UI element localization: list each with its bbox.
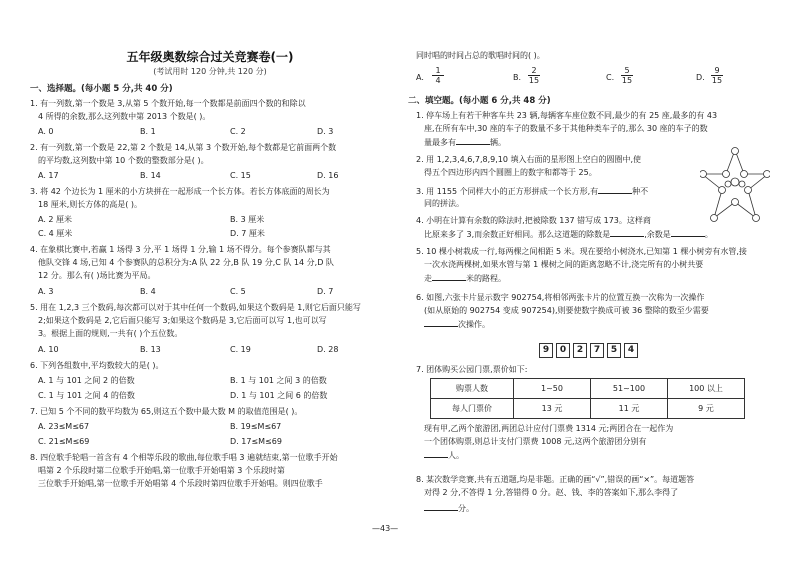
table-header-cell: 100 以上 xyxy=(668,379,745,399)
f6-line3 xyxy=(424,318,490,330)
table-row xyxy=(431,399,745,419)
ticket-price-table xyxy=(430,378,745,419)
frac-den: 15 xyxy=(621,76,633,85)
q6-option-a[interactable]: A. 1 与 101 之间 2 的倍数 xyxy=(38,376,135,385)
f1-line3 xyxy=(424,136,506,148)
answer-blank[interactable] xyxy=(671,228,705,237)
q6-option-c[interactable]: C. 1 与 101 之间 4 的倍数 xyxy=(38,391,135,400)
q2-option-d[interactable]: D. 16 xyxy=(317,171,339,180)
q4-option-a[interactable]: A. 3 xyxy=(38,287,54,296)
q5-line3: 3。根据上面的规则,一共有( )个五位数。 xyxy=(38,329,183,338)
f1-line1: 1. 停车场上有若干种客车共 23 辆,每辆客车座位数不同,最少的有 25 座,最多的有 43 xyxy=(416,111,718,120)
frac-num: 9 xyxy=(714,66,720,75)
q3-line1: 3. 将 42 个边长为 1 厘米的小方块拼在一起形成一个长方体。若长方体底面的周长为 xyxy=(30,187,330,196)
q8-option-d-fraction xyxy=(711,66,723,85)
digit-card[interactable]: 4 xyxy=(624,343,638,358)
q8-line2: 唱第 2 个乐段时第二位歌手开始唱,第一位歌手开始唱第 3 个乐段时第 xyxy=(38,466,285,475)
digit-cards xyxy=(539,343,638,358)
star-diagram xyxy=(700,146,770,224)
f2-line2: 得五个四边形内四个圆圈上的数字和都等于 25。 xyxy=(424,168,597,177)
answer-blank[interactable] xyxy=(424,318,458,327)
q2-line1: 2. 有一列数,第一个数是 22,第 2 个数是 14,从第 3 个数开始,每个数都是它前面两个数 xyxy=(30,143,337,152)
q2-option-b[interactable]: B. 14 xyxy=(140,171,161,180)
q5-option-b[interactable]: B. 13 xyxy=(140,345,161,354)
f7-text-b: 人。 xyxy=(448,451,464,460)
f4-line2 xyxy=(424,228,713,240)
q6-option-d[interactable]: D. 1 与 101 之间 6 的倍数 xyxy=(230,391,328,400)
f7-line1: 7. 团体购买公园门票,票价如下: xyxy=(416,365,528,374)
frac-num: 2 xyxy=(531,66,537,75)
f5-text-a: 走 xyxy=(424,274,432,283)
f8-line3 xyxy=(424,502,474,514)
q7-line1: 7. 已知 5 个不同的数平均数为 65,则这五个数中最大数 M 的取值范围是( )。 xyxy=(30,407,303,416)
q1-line1: 1. 有一列数,第一个数是 3,从第 5 个数开始,每一个数都是前面四个数的和除以 xyxy=(30,99,306,108)
page-number: —43— xyxy=(372,524,399,533)
q5-option-c[interactable]: C. 19 xyxy=(230,345,251,354)
q8-line1: 8. 四位歌手轮唱一首含有 4 个相等乐段的歌曲,每位歌手唱 3 遍就结束,第一位歌手开始 xyxy=(30,453,338,462)
q5-line2: 2;如果这个数码是 2,它后面只能写 3;如果这个数码是 3,它后面可以写 1,也可以写 xyxy=(38,316,327,325)
table-header-cell: 购票人数 xyxy=(431,379,514,399)
q6-option-b[interactable]: B. 1 与 101 之间 3 的倍数 xyxy=(230,376,327,385)
q3-option-a[interactable]: A. 2 厘米 xyxy=(38,215,73,224)
f4-line1: 4. 小明在计算有余数的除法时,把被除数 137 错写成 173。这样商 xyxy=(416,216,651,225)
q1-option-b[interactable]: B. 1 xyxy=(140,127,156,136)
f2-line1: 2. 用 1,2,3,4,6,7,8,9,10 填入右面的星形图上空白的圆圈中,使 xyxy=(416,155,642,164)
answer-blank[interactable] xyxy=(610,228,644,237)
q5-line1: 5. 用在 1,2,3 三个数码,每次都可以对于其中任何一个数码,如果这个数码是 1,则它后面只能写 xyxy=(30,303,361,312)
q4-line3: 12 分。那么有( )场比赛为平局。 xyxy=(38,271,156,280)
q4-option-c[interactable]: C. 5 xyxy=(230,287,246,296)
digit-card[interactable]: 9 xyxy=(539,343,553,358)
q7-option-b[interactable]: B. 19≤M≤67 xyxy=(230,422,282,431)
digit-card[interactable]: 0 xyxy=(556,343,570,358)
f8-text-end: 分。 xyxy=(458,504,474,513)
frac-num: 1 xyxy=(435,66,441,75)
answer-blank[interactable] xyxy=(424,449,448,458)
q1-line2: 4 所得的余数,那么这列数中第 2013 个数是( )。 xyxy=(38,112,211,121)
table-cell: 9 元 xyxy=(668,399,745,419)
q1-option-d[interactable]: D. 3 xyxy=(317,127,334,136)
q8-option-d-label[interactable]: D. xyxy=(696,73,705,82)
digit-card[interactable]: 7 xyxy=(590,343,604,358)
f8-line2: 对得 2 分,不答得 1 分,答错得 0 分。赵、钱、李的答案如下,那么李得了 xyxy=(424,488,679,497)
q4-option-b[interactable]: B. 4 xyxy=(140,287,156,296)
answer-blank[interactable] xyxy=(598,185,632,194)
f7-line4 xyxy=(424,449,464,461)
f6-text-b: 次操作。 xyxy=(458,320,490,329)
frac-num: 5 xyxy=(624,66,630,75)
f4-text-c: 。 xyxy=(704,230,713,239)
digit-card[interactable]: 2 xyxy=(573,343,587,358)
f3-line1 xyxy=(416,185,648,197)
table-row xyxy=(431,379,745,399)
q1-option-c[interactable]: C. 2 xyxy=(230,127,246,136)
q1-option-a[interactable]: A. 0 xyxy=(38,127,54,136)
q8-option-c-fraction xyxy=(621,66,633,85)
section2-heading: 二、填空题。(每小题 6 分,共 48 分) xyxy=(408,96,551,106)
f6-line1: 6. 如图,六张卡片显示数字 902754,将相邻两张卡片的位置互换一次称为一次操作 xyxy=(416,293,705,302)
q7-option-a[interactable]: A. 23≤M≤67 xyxy=(38,422,90,431)
q2-line2: 的平均数,这列数中第 10 个数的整数部分是( )。 xyxy=(38,156,209,165)
q8-option-a-label[interactable]: A. xyxy=(416,73,424,82)
q3-line2: 18 厘米,则长方体的高是( )。 xyxy=(38,200,143,209)
f3-line2: 同的拼法。 xyxy=(424,199,464,208)
table-cell: 11 元 xyxy=(591,399,668,419)
f1-text-b: 辆。 xyxy=(490,138,506,147)
page-title: 五年级奥数综合过关竞赛卷(一) xyxy=(126,50,294,64)
frac-den: 4 xyxy=(435,76,441,85)
section1-heading: 一、选择题。(每小题 5 分,共 40 分) xyxy=(30,84,173,94)
f1-text-a: 量最多有 xyxy=(424,138,456,147)
table-header-cell: 1~50 xyxy=(514,379,591,399)
q8-option-b-fraction xyxy=(528,66,540,85)
q3-option-b[interactable]: B. 3 厘米 xyxy=(230,215,265,224)
f5-line1: 5. 10 棵小树栽成一行,每两棵之间相距 5 米。现在要给小树浇水,已知第 1 棵小树旁有水管,接 xyxy=(416,247,747,256)
answer-blank[interactable] xyxy=(424,502,458,511)
q3-option-d[interactable]: D. 7 厘米 xyxy=(230,229,265,238)
q5-option-d[interactable]: D. 28 xyxy=(317,345,339,354)
table-header-cell: 51~100 xyxy=(591,379,668,399)
q8-option-b-label[interactable]: B. xyxy=(513,73,522,82)
table-cell: 13 元 xyxy=(514,399,591,419)
q6-line1: 6. 下列各组数中,平均数较大的是( )。 xyxy=(30,361,164,370)
answer-blank[interactable] xyxy=(456,136,490,145)
f7-line3: 一个团体购票,则总计支付门票费 1008 元,这两个旅游团分别有 xyxy=(424,437,647,446)
q4-line2: 他队交锋 4 场,已知 4 个参赛队的总积分为:A 队 22 分,B 队 19 分,C 队 14 分,D 队 xyxy=(38,258,334,267)
f3-text-a: 3. 用 1155 个同样大小的正方形拼成一个长方形,有 xyxy=(416,187,599,196)
q5-option-a[interactable]: A. 10 xyxy=(38,345,59,354)
q4-line1: 4. 在象棋比赛中,若赢 1 场得 3 分,平 1 场得 1 分,输 1 场不得分。每个参赛队都与其 xyxy=(30,245,331,254)
q7-option-c[interactable]: C. 21≤M≤69 xyxy=(38,437,90,446)
q8-option-c-label[interactable]: C. xyxy=(606,73,615,82)
table-cell: 每人门票价 xyxy=(431,399,514,419)
q7-option-d[interactable]: D. 17≤M≤69 xyxy=(230,437,282,446)
f4-text-a: 比原来多了 3,而余数正好相同。那么这道题的除数是 xyxy=(424,230,611,239)
f5-line3 xyxy=(424,272,506,284)
f4-text-b: ,余数是 xyxy=(644,230,671,239)
f5-line2: 一次水浇两棵树,如果水管与第 1 棵树之间的距离忽略不计,浇完所有的小树共要 xyxy=(424,260,704,269)
q3-option-c[interactable]: C. 4 厘米 xyxy=(38,229,73,238)
frac-den: 15 xyxy=(528,76,540,85)
frac-den: 15 xyxy=(711,76,723,85)
f7-line2: 现有甲,乙两个旅游团,两团总计应付门票费 1314 元;两团合在一起作为 xyxy=(424,424,674,433)
f5-text-b: 米的路程。 xyxy=(466,274,506,283)
q8-option-a-fraction xyxy=(432,66,444,85)
f6-line2: (如从原始的 902754 变成 907254),则要使数字换成可被 36 整除的数至少需要 xyxy=(424,306,709,315)
digit-card[interactable]: 5 xyxy=(607,343,621,358)
q4-option-d[interactable]: D. 7 xyxy=(317,287,334,296)
f3-text-b: 种不 xyxy=(632,187,649,196)
answer-blank[interactable] xyxy=(432,272,466,281)
page-subtitle: (考试用时 120 分钟,共 120 分) xyxy=(153,67,267,76)
f8-line1: 8. 某次数学竞赛,共有五道题,均是非题。正确的画“√”,错误的画“×”。每道题答 xyxy=(416,475,695,484)
q2-option-c[interactable]: C. 15 xyxy=(230,171,251,180)
q8-continued-line: 同时唱的时间占总的歌唱时间的( )。 xyxy=(416,51,545,60)
q8-line3: 三位歌手开始唱,第一位歌手开始唱第 4 个乐段时第四位歌手开始唱。则四位歌手 xyxy=(38,479,323,488)
f1-line2: 座,在所有车中,30 座的车子的数量不多于其他种类车子的,那么 30 座的车子的数 xyxy=(424,124,708,133)
q2-option-a[interactable]: A. 17 xyxy=(38,171,59,180)
